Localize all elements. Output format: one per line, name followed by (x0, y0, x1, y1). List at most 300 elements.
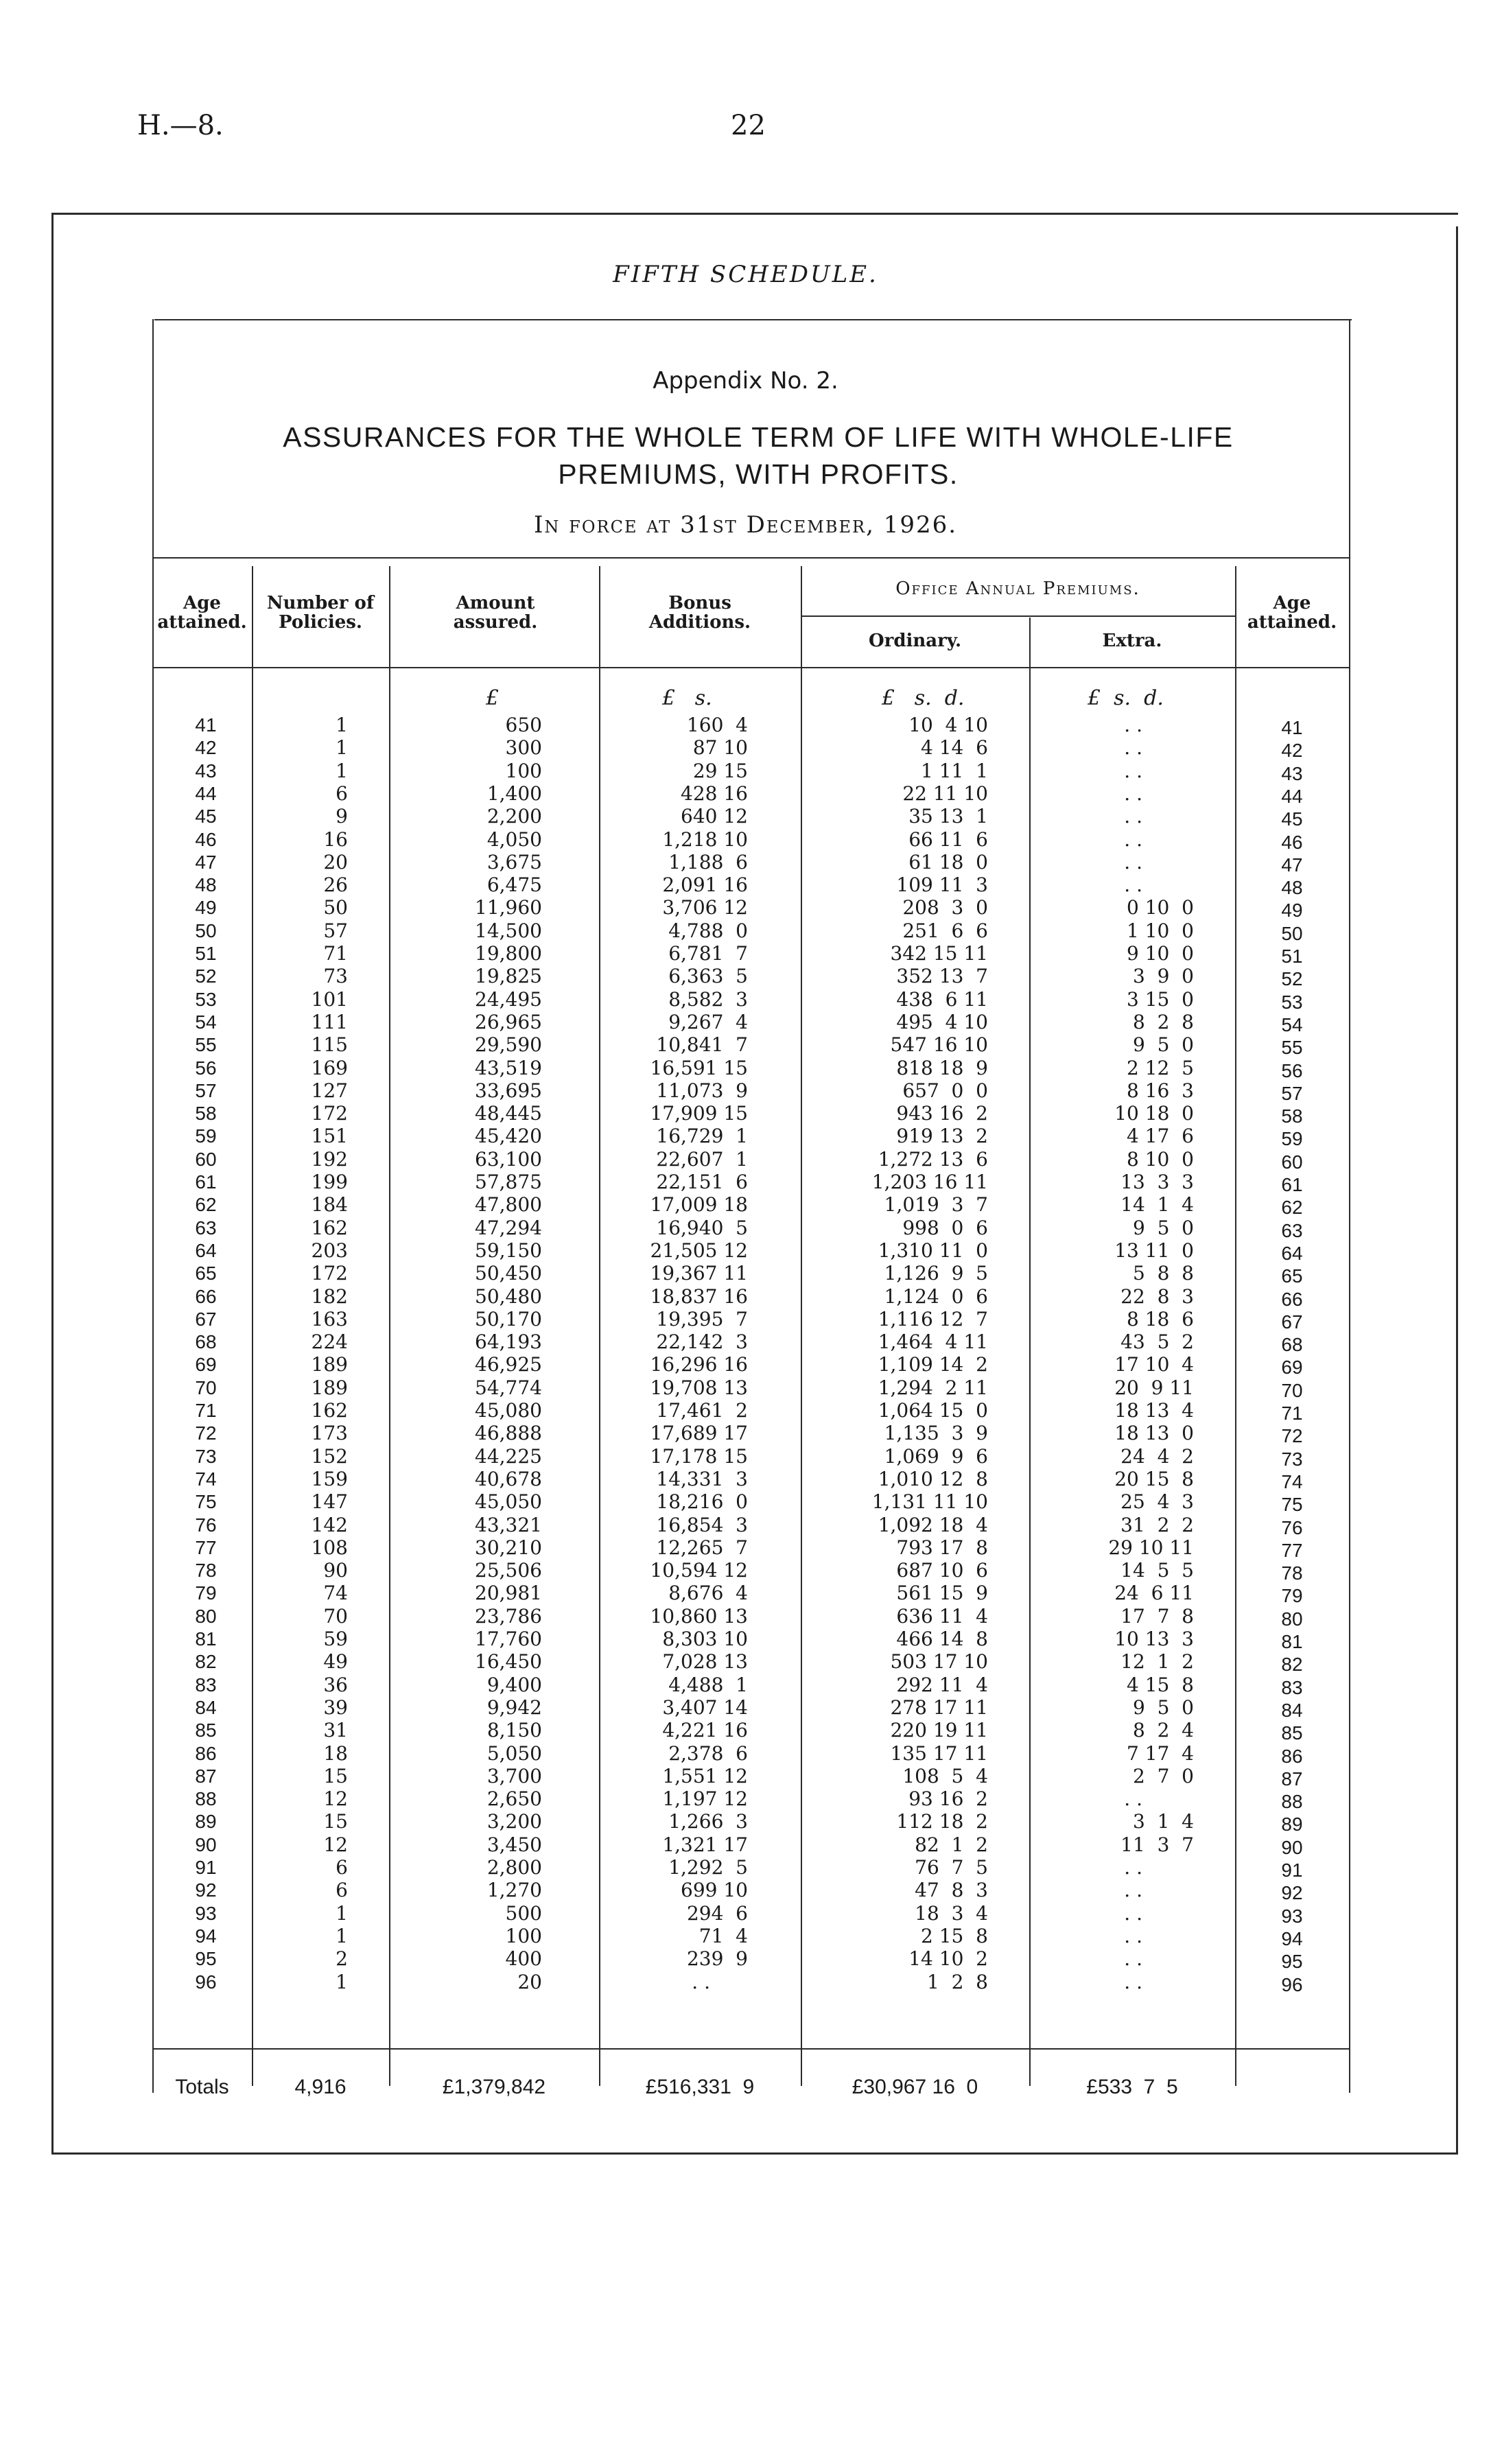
extra-cell: 22 8 3 (1120, 1284, 1194, 1308)
ordinary-cell: 1,064 15 0 (878, 1399, 988, 1422)
bonus-cell: 10,594 12 (650, 1559, 748, 1582)
age-cell-right: 64 (1281, 1242, 1303, 1264)
age-cell-right: 60 (1281, 1151, 1303, 1173)
age-cell: 58 (195, 1103, 217, 1125)
age-cell: 81 (195, 1628, 217, 1650)
ordinary-cell: 495 4 10 (896, 1010, 988, 1033)
amount-cell: 46,888 (475, 1422, 542, 1445)
bonus-cell: 17,009 18 (650, 1193, 748, 1217)
bonus-cell: 3,407 14 (662, 1696, 748, 1719)
extra-cell: 31 2 2 (1120, 1513, 1194, 1536)
age-cell: 73 (195, 1445, 217, 1467)
policies-cell: 159 (311, 1467, 348, 1490)
table-title: ASSURANCES FOR THE WHOLE TERM OF LIFE WITH WHOLE-LIFE PREMIUMS, WITH PROFITS. (283, 421, 1234, 490)
header-bonus-additions: Bonus Additions. (648, 593, 751, 633)
extra-cell: 9 5 0 (1132, 1033, 1194, 1057)
policies-cell: 162 (311, 1216, 348, 1239)
policies-cell: 172 (311, 1102, 348, 1125)
age-cell: 74 (195, 1468, 217, 1490)
extra-cell: 9 10 0 (1127, 942, 1194, 965)
policies-cell: 31 (323, 1719, 348, 1742)
amount-cell: 20 (517, 1970, 542, 1993)
age-cell: 70 (195, 1376, 217, 1398)
header-amount-assured: Amount assured. (453, 593, 538, 633)
amount-cell: 650 (505, 714, 542, 736)
age-cell-right: 47 (1281, 854, 1303, 876)
extra-cell: 29 10 11 (1108, 1536, 1194, 1559)
bonus-cell: 1,321 17 (662, 1833, 748, 1856)
amount-cell: 1,270 (486, 1879, 542, 1902)
age-cell: 79 (195, 1582, 217, 1604)
ordinary-cell: 636 11 4 (896, 1604, 988, 1628)
extra-cell: 9 5 0 (1132, 1696, 1194, 1719)
policies-cell: 142 (311, 1513, 348, 1536)
amount-cell: 45,420 (475, 1125, 542, 1148)
age-cell: 53 (195, 988, 217, 1010)
age-cell-right: 50 (1281, 922, 1303, 944)
age-cell-right: 51 (1281, 946, 1303, 967)
age-cell-right: 96 (1281, 1973, 1303, 1995)
policies-cell: 182 (311, 1284, 348, 1308)
policies-cell: 189 (311, 1376, 348, 1399)
frame-left (51, 213, 54, 2155)
extra-cell: 13 3 3 (1120, 1171, 1194, 1193)
ordinary-cell: 61 18 0 (908, 850, 988, 873)
extra-cell: . . (1124, 782, 1142, 805)
age-cell-right: 73 (1281, 1448, 1303, 1470)
bonus-cell: 17,178 15 (650, 1444, 748, 1468)
amount-cell: 100 (505, 1924, 542, 1947)
age-cell-right: 78 (1281, 1562, 1303, 1584)
extra-cell: 7 17 4 (1127, 1741, 1194, 1765)
policies-cell: 199 (311, 1171, 348, 1193)
col-divider-3 (599, 566, 600, 2086)
amount-cell: 43,519 (475, 1056, 542, 1079)
ordinary-cell: 1,010 12 8 (878, 1467, 988, 1490)
extra-cell: 8 2 8 (1132, 1010, 1194, 1033)
amount-cell: 3,200 (486, 1810, 542, 1833)
age-cell: 55 (195, 1034, 217, 1056)
unit-bonus: £ s. (662, 686, 712, 710)
policies-cell: 15 (323, 1764, 348, 1787)
bonus-cell: 16,940 5 (656, 1216, 748, 1239)
amount-cell: 47,294 (475, 1216, 542, 1239)
age-cell-right: 85 (1281, 1722, 1303, 1744)
policies-cell: 90 (323, 1559, 348, 1582)
ordinary-cell: 278 17 11 (890, 1696, 988, 1719)
age-cell: 85 (195, 1720, 217, 1741)
unit-ordinary: £ s. d. (882, 686, 965, 710)
ordinary-cell: 109 11 3 (896, 873, 988, 897)
age-cell: 75 (195, 1491, 217, 1513)
age-cell: 82 (195, 1651, 217, 1673)
policies-cell: 70 (323, 1604, 348, 1628)
bonus-cell: 9,267 4 (668, 1010, 748, 1033)
ordinary-cell: 1,109 14 2 (878, 1353, 988, 1376)
age-cell-right: 58 (1281, 1105, 1303, 1127)
bonus-cell: 1,188 6 (668, 850, 748, 873)
amount-cell: 2,800 (486, 1856, 542, 1879)
extra-cell: . . (1124, 759, 1142, 782)
extra-cell: 2 7 0 (1132, 1764, 1194, 1787)
unit-amount: £ (486, 686, 500, 710)
bonus-cell: 640 12 (681, 805, 748, 828)
bonus-cell: 1,292 5 (668, 1856, 748, 1879)
age-cell-right: 86 (1281, 1745, 1303, 1767)
ordinary-cell: 1,294 2 11 (878, 1376, 988, 1399)
header-bottom-rule (152, 667, 1350, 668)
extra-cell: 10 13 3 (1114, 1628, 1194, 1650)
age-cell-right: 90 (1281, 1836, 1303, 1858)
extra-cell: . . (1124, 714, 1142, 736)
col-divider-5 (1029, 618, 1031, 2086)
ordinary-cell: 793 17 8 (896, 1536, 988, 1559)
bonus-cell: 428 16 (681, 782, 748, 805)
amount-cell: 50,480 (475, 1284, 542, 1308)
extra-cell: 5 8 8 (1132, 1262, 1194, 1285)
appendix-title: Appendix No. 2. (653, 367, 838, 395)
age-cell: 61 (195, 1171, 217, 1193)
bonus-cell: 14,331 3 (656, 1467, 748, 1490)
amount-cell: 20,981 (475, 1582, 542, 1605)
ordinary-cell: 82 1 2 (915, 1833, 988, 1856)
header-top-rule (152, 557, 1350, 559)
extra-cell: 14 1 4 (1120, 1193, 1194, 1217)
extra-cell: 24 4 2 (1120, 1444, 1194, 1468)
extra-cell: . . (1124, 873, 1142, 897)
age-cell-right: 42 (1281, 740, 1303, 762)
unit-extra: £ s. d. (1088, 686, 1164, 710)
amount-cell: 29,590 (475, 1033, 542, 1057)
totals-bonus: £516,331 9 (645, 2076, 755, 2098)
policies-cell: 1 (336, 759, 348, 782)
age-cell: 41 (195, 714, 217, 736)
extra-cell: . . (1124, 1787, 1142, 1811)
ordinary-cell: 76 7 5 (915, 1856, 988, 1879)
extra-cell: 18 13 0 (1114, 1422, 1194, 1445)
amount-cell: 45,050 (475, 1490, 542, 1514)
amount-cell: 300 (505, 736, 542, 760)
extra-cell: . . (1124, 1879, 1142, 1902)
age-cell-right: 44 (1281, 785, 1303, 807)
age-cell: 44 (195, 782, 217, 804)
totals-rule (152, 2048, 1350, 2050)
age-cell: 90 (195, 1833, 217, 1855)
amount-cell: 2,200 (486, 805, 542, 828)
policies-cell: 111 (311, 1010, 348, 1033)
age-cell: 54 (195, 1011, 217, 1033)
amount-cell: 3,450 (486, 1833, 542, 1856)
age-cell-right: 55 (1281, 1037, 1303, 1059)
bonus-cell: 19,708 13 (650, 1376, 748, 1399)
bonus-cell: 12,265 7 (656, 1536, 748, 1559)
policies-cell: 2 (336, 1947, 348, 1971)
policies-cell: 1 (336, 1901, 348, 1925)
amount-cell: 400 (505, 1947, 542, 1971)
document-id: H.—8. (137, 110, 224, 141)
age-cell-right: 66 (1281, 1288, 1303, 1310)
amount-cell: 47,800 (475, 1193, 542, 1217)
bonus-cell: 10,860 13 (650, 1604, 748, 1628)
extra-cell: . . (1124, 828, 1142, 851)
bonus-cell: 1,218 10 (662, 828, 748, 851)
policies-cell: 163 (311, 1307, 348, 1330)
bonus-cell: 1,551 12 (662, 1764, 748, 1787)
policies-cell: 151 (311, 1125, 348, 1148)
ordinary-cell: 657 0 0 (902, 1079, 988, 1102)
ordinary-cell: 1,310 11 0 (878, 1239, 988, 1262)
ordinary-cell: 1 2 8 (926, 1970, 988, 1993)
bonus-cell: 22,151 6 (656, 1171, 748, 1193)
extra-cell: 4 17 6 (1127, 1125, 1194, 1148)
age-cell: 46 (195, 828, 217, 850)
age-cell: 47 (195, 851, 217, 873)
extra-cell: . . (1124, 1856, 1142, 1879)
policies-cell: 152 (311, 1444, 348, 1468)
amount-cell: 5,050 (486, 1741, 542, 1765)
policies-cell: 16 (323, 828, 348, 851)
amount-cell: 19,825 (475, 965, 542, 988)
extra-cell: 20 9 11 (1114, 1376, 1194, 1399)
bonus-cell: 16,296 16 (650, 1353, 748, 1376)
bonus-cell: 6,363 5 (668, 965, 748, 988)
col-divider-4 (801, 566, 802, 2086)
age-cell-right: 67 (1281, 1311, 1303, 1333)
age-cell-right: 46 (1281, 831, 1303, 853)
bonus-cell: 17,461 2 (656, 1399, 748, 1422)
bonus-cell: 4,221 16 (662, 1719, 748, 1742)
amount-cell: 16,450 (475, 1650, 542, 1674)
col-divider-1 (252, 566, 253, 2086)
extra-cell: 4 15 8 (1127, 1673, 1194, 1696)
age-cell-right: 68 (1281, 1334, 1303, 1356)
amount-cell: 6,475 (486, 873, 542, 897)
extra-cell: 3 15 0 (1127, 987, 1194, 1011)
policies-cell: 1 (336, 736, 348, 760)
extra-cell: 12 1 2 (1120, 1650, 1194, 1674)
totals-ordinary: £30,967 16 0 (852, 2076, 978, 2098)
bonus-cell: 18,837 16 (650, 1284, 748, 1308)
amount-cell: 3,700 (486, 1764, 542, 1787)
policies-cell: 26 (323, 873, 348, 897)
ordinary-cell: 919 13 2 (896, 1125, 988, 1148)
amount-cell: 2,650 (486, 1787, 542, 1811)
bonus-cell: 11,073 9 (656, 1079, 748, 1102)
age-cell: 76 (195, 1514, 217, 1536)
policies-cell: 189 (311, 1353, 348, 1376)
age-cell: 84 (195, 1696, 217, 1718)
ordinary-cell: 943 16 2 (896, 1102, 988, 1125)
age-cell: 72 (195, 1422, 217, 1444)
extra-cell: 25 4 3 (1120, 1490, 1194, 1514)
amount-cell: 9,942 (486, 1696, 542, 1719)
policies-cell: 172 (311, 1262, 348, 1285)
age-cell: 66 (195, 1285, 217, 1307)
ordinary-cell: 22 11 10 (902, 782, 988, 805)
bonus-cell: 7,028 13 (662, 1650, 748, 1674)
amount-cell: 14,500 (475, 919, 542, 942)
extra-cell: 8 2 4 (1132, 1719, 1194, 1742)
policies-cell: 71 (323, 942, 348, 965)
policies-cell: 1 (336, 1970, 348, 1993)
amount-cell: 30,210 (475, 1536, 542, 1559)
amount-cell: 63,100 (475, 1147, 542, 1171)
amount-cell: 3,675 (486, 850, 542, 873)
extra-cell: 1 10 0 (1127, 919, 1194, 942)
age-cell-right: 71 (1281, 1403, 1303, 1424)
extra-cell: 8 16 3 (1127, 1079, 1194, 1102)
age-cell: 89 (195, 1811, 217, 1833)
policies-cell: 101 (311, 987, 348, 1011)
amount-cell: 40,678 (475, 1467, 542, 1490)
extra-cell: 11 3 7 (1120, 1833, 1194, 1856)
policies-cell: 6 (336, 1879, 348, 1902)
age-cell-right: 91 (1281, 1859, 1303, 1881)
age-cell-right: 70 (1281, 1379, 1303, 1401)
ordinary-cell: 1,203 16 11 (871, 1171, 988, 1193)
frame-top (51, 213, 1458, 215)
age-cell: 92 (195, 1879, 217, 1901)
ordinary-cell: 1,092 18 4 (878, 1513, 988, 1536)
policies-cell: 12 (323, 1833, 348, 1856)
amount-cell: 64,193 (475, 1330, 542, 1354)
policies-cell: 74 (323, 1582, 348, 1605)
totals-amount: £1,379,842 (442, 2076, 546, 2098)
col-divider-6 (1235, 566, 1236, 2086)
age-cell: 78 (195, 1560, 217, 1582)
age-cell: 56 (195, 1057, 217, 1079)
amount-cell: 500 (505, 1901, 542, 1925)
bonus-cell: 22,142 3 (656, 1330, 748, 1354)
age-cell: 50 (195, 919, 217, 941)
ordinary-cell: 18 3 4 (915, 1901, 988, 1925)
amount-cell: 25,506 (475, 1559, 542, 1582)
bonus-cell: 4,488 1 (668, 1673, 748, 1696)
totals-policies: 4,916 (294, 2076, 347, 2098)
bonus-cell: 2,378 6 (668, 1741, 748, 1765)
ordinary-cell: 108 5 4 (902, 1764, 988, 1787)
extra-cell: 10 18 0 (1114, 1102, 1194, 1125)
amount-cell: 57,875 (475, 1171, 542, 1193)
ordinary-cell: 4 14 6 (921, 736, 988, 760)
age-cell-right: 43 (1281, 762, 1303, 784)
extra-cell: . . (1124, 1901, 1142, 1925)
ordinary-cell: 14 10 2 (908, 1947, 988, 1971)
policies-cell: 224 (311, 1330, 348, 1354)
ordinary-cell: 35 13 1 (908, 805, 988, 828)
ordinary-cell: 1 11 1 (921, 759, 988, 782)
amount-cell: 46,925 (475, 1353, 542, 1376)
ordinary-cell: 1,272 13 6 (878, 1147, 988, 1171)
policies-cell: 115 (311, 1033, 348, 1057)
amount-cell: 100 (505, 759, 542, 782)
ordinary-cell: 1,019 3 7 (884, 1193, 988, 1217)
header-extra: Extra. (1102, 631, 1162, 651)
age-cell: 57 (195, 1079, 217, 1101)
amount-cell: 43,321 (475, 1513, 542, 1536)
bonus-cell: 17,689 17 (650, 1422, 748, 1445)
age-cell-right: 57 (1281, 1082, 1303, 1104)
age-cell: 65 (195, 1263, 217, 1284)
bonus-cell: 8,303 10 (662, 1628, 748, 1650)
policies-cell: 20 (323, 850, 348, 873)
age-cell-right: 45 (1281, 808, 1303, 830)
bonus-cell: 16,854 3 (656, 1513, 748, 1536)
extra-cell: . . (1124, 850, 1142, 873)
age-cell: 43 (195, 760, 217, 782)
age-cell: 63 (195, 1217, 217, 1239)
ordinary-cell: 818 18 9 (896, 1056, 988, 1079)
age-cell: 45 (195, 806, 217, 828)
ordinary-cell: 220 19 11 (890, 1719, 988, 1742)
policies-cell: 147 (311, 1490, 348, 1514)
ordinary-cell: 2 15 8 (921, 1924, 988, 1947)
extra-cell: 13 11 0 (1114, 1239, 1194, 1262)
ordinary-cell: 10 4 10 (908, 714, 988, 736)
age-cell-right: 65 (1281, 1265, 1303, 1287)
age-cell: 87 (195, 1765, 217, 1787)
age-cell-right: 87 (1281, 1768, 1303, 1790)
ordinary-cell: 1,464 4 11 (878, 1330, 988, 1354)
age-cell-right: 59 (1281, 1128, 1303, 1150)
policies-cell: 6 (336, 782, 348, 805)
bonus-cell: 17,909 15 (650, 1102, 748, 1125)
age-cell-right: 72 (1281, 1425, 1303, 1447)
bonus-cell: 87 10 (692, 736, 748, 760)
amount-cell: 4,050 (486, 828, 542, 851)
amount-cell: 9,400 (486, 1673, 542, 1696)
totals-extra: £533 7 5 (1086, 2076, 1178, 2098)
age-cell: 62 (195, 1194, 217, 1216)
age-cell-right: 83 (1281, 1676, 1303, 1698)
age-cell: 80 (195, 1605, 217, 1627)
inner-left (152, 319, 154, 2093)
bonus-cell: 4,788 0 (668, 919, 748, 942)
age-cell-right: 63 (1281, 1219, 1303, 1241)
extra-cell: . . (1124, 805, 1142, 828)
extra-cell: 2 12 5 (1127, 1056, 1194, 1079)
policies-cell: 203 (311, 1239, 348, 1262)
age-cell-right: 56 (1281, 1059, 1303, 1081)
age-cell: 83 (195, 1674, 217, 1696)
age-cell: 64 (195, 1239, 217, 1261)
ordinary-cell: 547 16 10 (890, 1033, 988, 1057)
age-cell-right: 95 (1281, 1951, 1303, 1973)
age-cell-right: 49 (1281, 900, 1303, 922)
bonus-cell: 19,367 11 (650, 1262, 748, 1285)
bonus-cell: 10,841 7 (656, 1033, 748, 1057)
premiums-group-rule (801, 615, 1235, 617)
bonus-cell: 8,582 3 (668, 987, 748, 1011)
bonus-cell: 1,266 3 (668, 1810, 748, 1833)
ordinary-cell: 342 15 11 (890, 942, 988, 965)
policies-cell: 162 (311, 1399, 348, 1422)
extra-cell: 8 10 0 (1127, 1147, 1194, 1171)
age-cell: 59 (195, 1125, 217, 1147)
ordinary-cell: 1,116 12 7 (878, 1307, 988, 1330)
ordinary-cell: 66 11 6 (908, 828, 988, 851)
extra-cell: 3 1 4 (1132, 1810, 1194, 1833)
ordinary-cell: 1,131 11 10 (871, 1490, 988, 1514)
amount-cell: 48,445 (475, 1102, 542, 1125)
schedule-title: FIFTH SCHEDULE. (613, 261, 878, 288)
age-cell: 67 (195, 1308, 217, 1330)
extra-cell: 20 15 8 (1114, 1467, 1194, 1490)
age-cell-right: 75 (1281, 1494, 1303, 1516)
bonus-cell: 2,091 16 (662, 873, 748, 897)
age-cell: 51 (195, 943, 217, 964)
policies-cell: 12 (323, 1787, 348, 1811)
